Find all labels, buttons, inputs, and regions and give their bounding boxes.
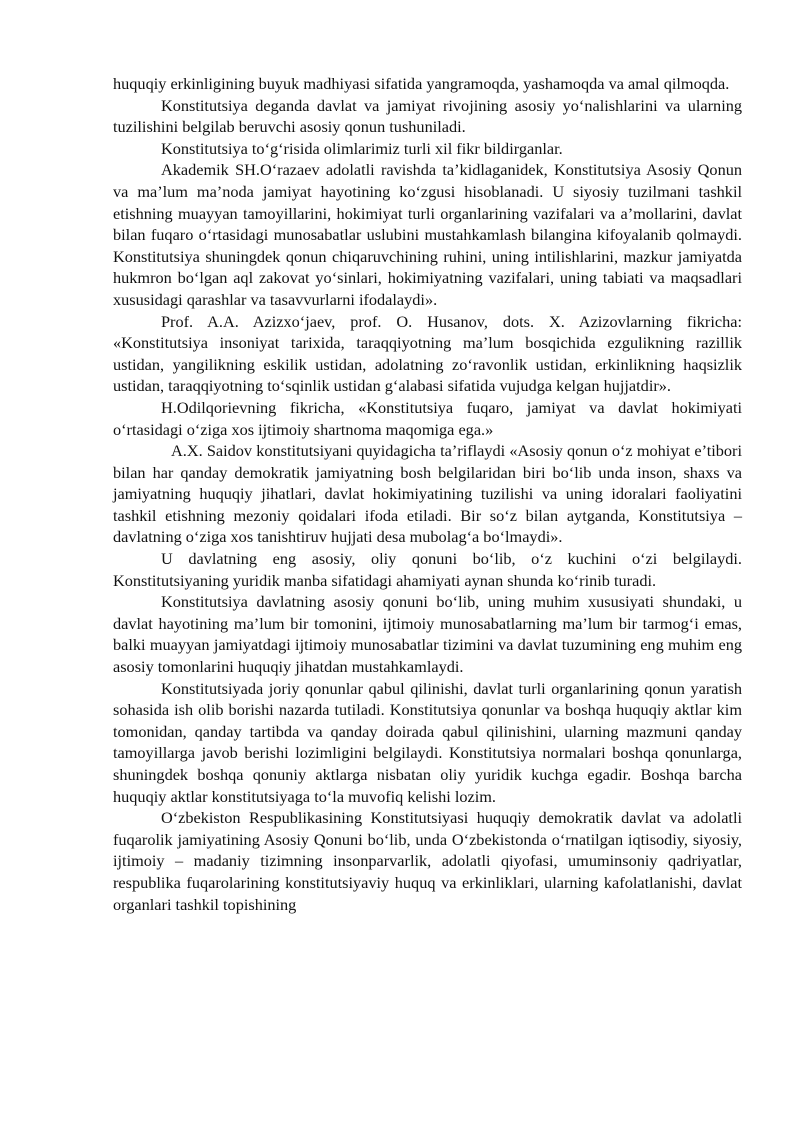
paragraph-6: H.Odilqorievning fikricha, «Konstitutsiya fuqaro, jamiyat va davlat hokimiyati o‘rtasidagi o‘ziga xos ijtimoiy shartnoma maqomiga ega.» <box>113 397 742 439</box>
paragraph-8: U davlatning eng asosiy, oliy qonuni bo‘lib, o‘z kuchini o‘zi belgilaydi. Konstitutsiyaning yuridik manba sifatidagi ahamiyati aynan shunda ko‘rinib turadi. <box>113 549 742 590</box>
paragraph-2: Konstitutsiya deganda davlat va jamiyat rivojining asosiy yo‘nalishlarini va ularning tuzilishini belgilab beruvchi asosiy qonun tushuniladi. <box>113 95 742 137</box>
paragraph-4: Akademik SH.O‘razaev adolatli ravishda ta’kidlaganidek, Konstitutsiya Asosiy Qonun va ma’lum ma’noda jamiyat hayotining ko‘zgusi hisoblanadi. U siyosiy tuzilmani tashkil etishning muayyan tamoyillarini, hokimiyat turli organlarining vazifalari va a’mollarini, davlat bilan fuqaro o‘rtasidagi munosabatlar uslubini mustahkamlash bilangina kifoyalanib qolmaydi. Konstitutsiya shuningdek qonun chiqaruvchining ruhini, uning intilishlarini, mazkur jamiyatda hukmron bo‘lgan aql zakovat yo‘sinlari, hokimiyatning vazifalari, uning tabiati va maqsadlari xususidagi qarashlar va tasavvurlarni ifodalaydi». <box>113 160 742 309</box>
paragraph-3: Konstitutsiya to‘g‘risida olimlarimiz turli xil fikr bildirganlar. <box>161 138 563 158</box>
paragraph-9: Konstitutsiya davlatning asosiy qonuni bo‘lib, uning muhim xususiyati shundaki, u davlat hayotining ma’lum bir tomonini, ijtimoiy munosabatlarning ma’lum bir tarmog‘i emas, balki muayyan jamiyatdagi ijtimoiy munosabatlar tizimini va davlat tuzumining eng muhim eng asosiy tomonlarini huquqiy jihatdan mustahkamlaydi. <box>113 592 742 677</box>
paragraph-10: Konstitutsiyada joriy qonunlar qabul qilinishi, davlat turli organlarining qonun yaratish sohasida ish olib borishi nazarda tutiladi. Konstitutsiya qonunlar va boshqa huquqiy aktlar kim tomonidan, qanday tartibda va qanday doirada qabul qilinishini, ularning mazmuni qanday tamoyillarga javob berishi lozimligini belgilaydi. Konstitutsiya normalari boshqa qonunlarga, shuningdek boshqa qonuniy aktlarga nisbatan oliy yuridik kuchga egadir. Boshqa barcha huquqiy aktlar konstitutsiyaga to‘la muvofiq kelishi lozim. <box>113 678 742 806</box>
paragraph-7: A.X. Saidov konstitutsiyani quyidagicha ta’riflaydi «Asosiy qonun o‘z mohiyat e’tibori bilan har qanday demokratik jamiyatning bosh belgilaridan biri bo‘lib unda inson, shaxs va jamiyatning huquqiy jihatlari, davlat hokimiyatining tuzilishi va uning idoralari faoliyatini tashkil etishning mezoniy qoidalari ifoda etiladi. Bir so‘z bilan aytganda, Konstitutsiya – davlatning o‘ziga xos tanishtiruv hujjati desa mubolag‘a bo‘lmaydi». <box>113 441 742 547</box>
document-page <box>113 73 742 915</box>
paragraph-1: huquqiy erkinligining buyuk madhiyasi sifatida yangramoqda, yashamoqda va amal qilmoqda. <box>113 74 730 93</box>
paragraph-11: O‘zbekiston Respublikasining Konstitutsiyasi huquqiy demokratik davlat va adolatli fuqarolik jamiyatining Asosiy Qonuni bo‘lib, unda O‘zbekistonda o‘rnatilgan iqtisodiy, siyosiy, ijtimoiy – madaniy tizimning insonparvarlik, adolatli qiyofasi, umuminsoniy qadriyatlar, respublika fuqarolarining konstitutsiyaviy huquq va erkinliklari, ularning kafolatlanishi, davlat organlari tashkil topishining <box>113 808 742 914</box>
paragraph-5: Prof. A.A. Azizxo‘jaev, prof. O. Husanov, dots. X. Azizovlarning fikricha: «Konstitutsiya insoniyat tarixida, taraqqiyotning ma’lum bosqichida ezgulikning razillik ustidan, yangilikning eskilik ustidan, adolatning zo‘ravonlik ustidan, erkinlikning haqsizlik ustidan, taraqqiyotning to‘sqinlik ustidan g‘alabasi sifatida vujudga kelgan hujjatdir». <box>113 311 742 396</box>
